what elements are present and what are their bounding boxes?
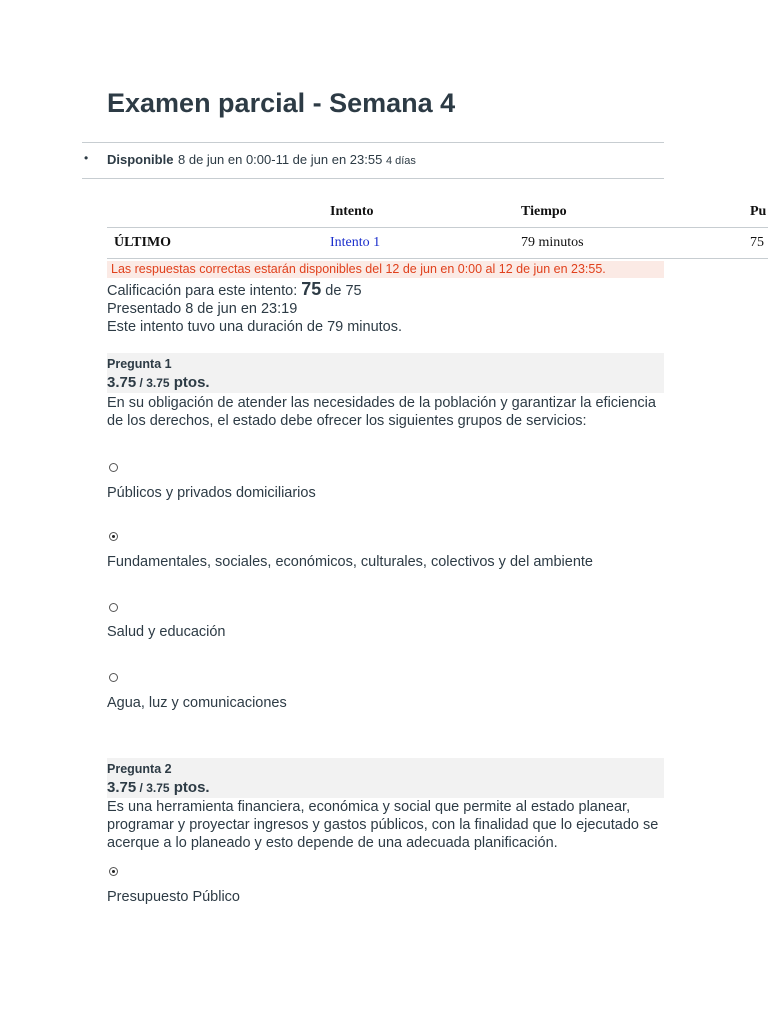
answer-radio[interactable] [109,603,118,612]
answers-notice [107,261,664,278]
availability-dates [178,152,416,167]
attempt-time: 79 minutos [521,235,584,250]
answer-radio[interactable] [109,463,118,472]
attempt-link[interactable]: Intento 1 [330,235,381,250]
question-separator: / [136,781,147,795]
question-max: 3.75 [146,781,170,795]
question-title: Pregunta 1 [107,357,172,371]
submitted-line: Presentado 8 de jun en 23:19 [107,301,298,317]
attempt-summary [107,280,402,336]
answer-radio-selected[interactable] [109,867,118,876]
attempt-score: 75 [750,235,764,250]
grade-prefix: Calificación para este intento: [107,283,302,299]
answer-option: Salud y educación [107,624,226,640]
answer-radio-selected[interactable] [109,532,118,541]
availability-duration: 4 días [385,155,416,167]
column-header-attempt: Intento [330,204,374,219]
grade-value: 75 [301,279,322,299]
question-text: En su obligación de atender las necesidades de la población y garantizar la eficiencia de los derechos, el estado debe ofrecer los siguientes grupos de servicios: [107,395,656,429]
availability-divider [82,178,664,179]
question-score: 3.75 [107,779,137,796]
question-points [107,374,210,391]
answers-notice-text: Las respuestas correctas estarán disponibles del 12 de jun en 0:00 al 12 de jun en 23:55. [111,262,606,276]
question-header [107,353,664,393]
question-header [107,758,664,798]
table-bottom-divider [107,258,768,259]
availability-label: Disponible [107,152,174,167]
question-unit: ptos. [169,779,210,796]
availability-range: 8 de jun en 0:00-11 de jun en 23:55 [178,152,383,167]
answer-radio[interactable] [109,673,118,682]
question-title: Pregunta 2 [107,762,172,776]
question-unit: ptos. [169,374,210,391]
question-separator: / [136,376,147,390]
question-points [107,779,210,796]
question-max: 3.75 [146,376,170,390]
table-header-divider [107,227,768,228]
availability-bullet: • [84,151,89,165]
column-header-time: Tiempo [521,204,567,219]
question-score: 3.75 [107,374,137,391]
top-divider [82,142,664,143]
grade-line [107,280,402,300]
duration-line: Este intento tuvo una duración de 79 minutos. [107,319,403,335]
question-text: Es una herramienta financiera, económica y social que permite al estado planear, programar y proyectar ingresos y gastos públicos, con la finalidad que lo ejecutado se acerque a lo planeado y esto depende de una adecuada planificación. [107,799,659,851]
column-header-score: Pu [750,204,767,219]
answer-option: Agua, luz y comunicaciones [107,695,287,711]
attempt-row-label: ÚLTIMO [114,235,172,250]
answer-option: Fundamentales, sociales, económicos, culturales, colectivos y del ambiente [107,554,593,570]
answer-option: Públicos y privados domiciliarios [107,485,316,501]
answer-option: Presupuesto Público [107,889,240,905]
page-title: Examen parcial - Semana 4 [107,88,456,118]
grade-suffix: de 75 [321,283,362,299]
